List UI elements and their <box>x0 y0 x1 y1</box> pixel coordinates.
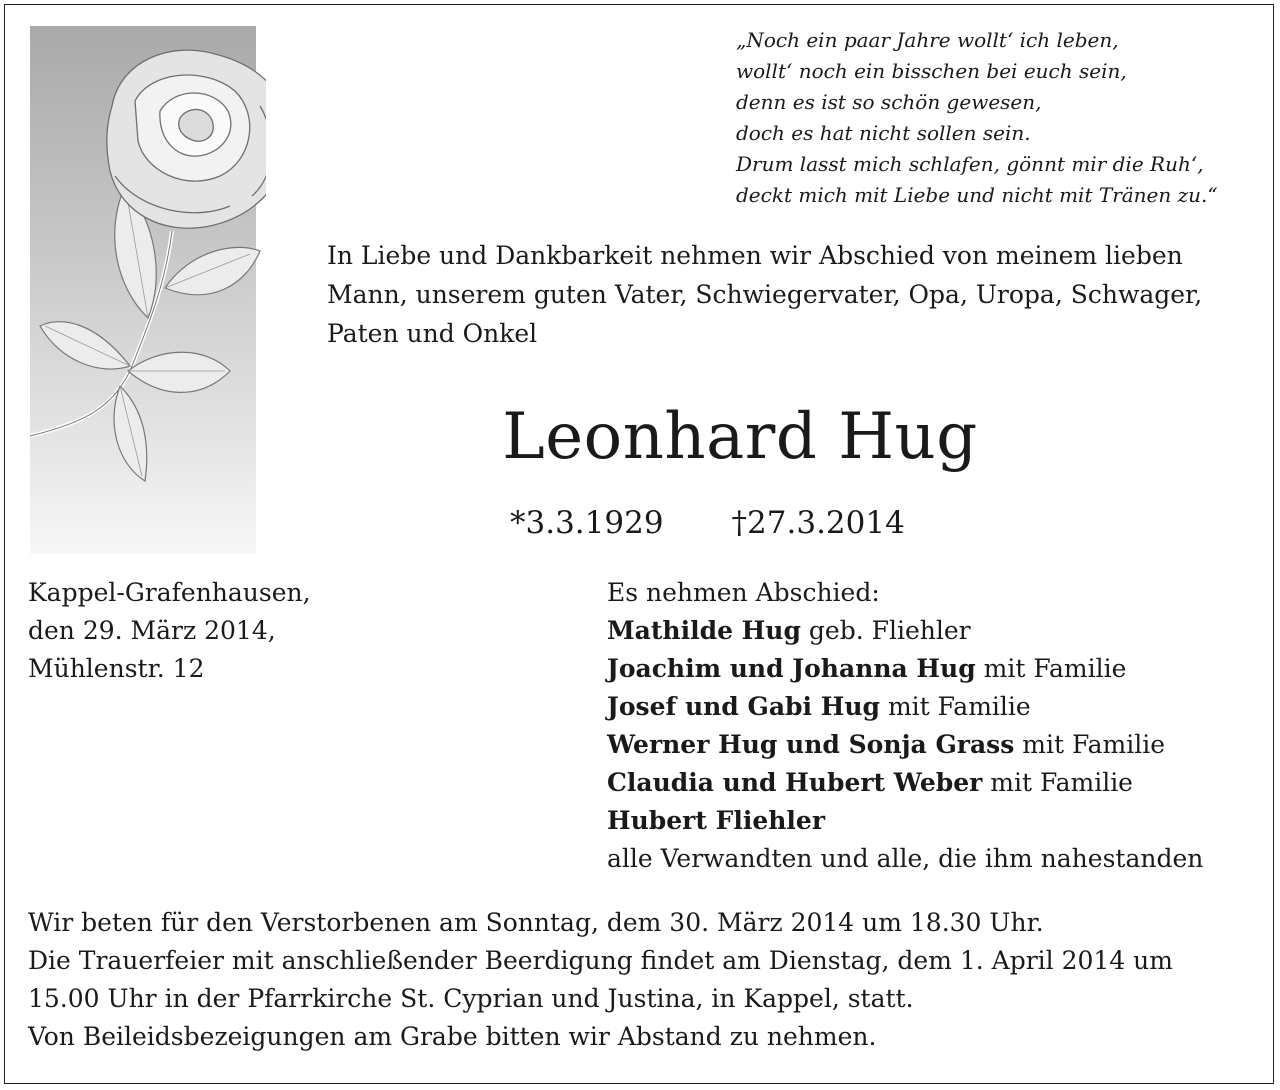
life-dates <box>510 500 905 546</box>
birth-date: *3.3.1929 <box>510 505 664 541</box>
intro-line: In Liebe und Dankbarkeit nehmen wir Abschied von meinem lieben <box>327 241 1183 270</box>
poem-line: „Noch ein paar Jahre wollt‘ ich leben, <box>736 28 1119 52</box>
service-notice <box>28 904 1173 1056</box>
mourners-closing: alle Verwandten und alle, die ihm nahestanden <box>607 844 1204 873</box>
mourner-suffix: mit Familie <box>1014 730 1165 759</box>
address-line: Kappel-Grafenhausen, <box>28 578 311 607</box>
mourner-entry <box>607 650 1203 688</box>
mourner-entry <box>607 726 1203 764</box>
poem-line: wollt‘ noch ein bisschen bei euch sein, <box>736 59 1127 83</box>
death-date: †27.3.2014 <box>731 505 905 541</box>
mourner-suffix: mit Familie <box>975 654 1127 683</box>
mourner-name: Werner Hug und Sonja Grass <box>607 730 1015 759</box>
intro-text <box>327 236 1202 353</box>
deceased-name: Leonhard Hug <box>502 400 978 474</box>
poem-quote <box>736 25 1218 211</box>
mourner-entry <box>607 612 1203 650</box>
notice-line: Wir beten für den Verstorbenen am Sonntag, dem 30. März 2014 um 18.30 Uhr. <box>28 908 1044 937</box>
mourners-heading: Es nehmen Abschied: <box>607 578 880 607</box>
poem-line: deckt mich mit Liebe und nicht mit Tränen zu.“ <box>736 183 1218 207</box>
mourner-suffix: geb. Fliehler <box>800 616 971 645</box>
poem-line: doch es hat nicht sollen sein. <box>736 121 1031 145</box>
mourners-list <box>607 574 1203 878</box>
mourner-name: Josef und Gabi Hug <box>607 692 880 721</box>
intro-line: Paten und Onkel <box>327 319 538 348</box>
mourner-entry <box>607 802 1203 840</box>
notice-line: Von Beileidsbezeigungen am Grabe bitten wir Abstand zu nehmen. <box>28 1022 877 1051</box>
mourner-name: Joachim und Johanna Hug <box>607 654 976 683</box>
intro-line: Mann, unserem guten Vater, Schwiegervater, Opa, Uropa, Schwager, <box>327 280 1203 309</box>
mourner-entry <box>607 688 1203 726</box>
mourner-name: Claudia und Hubert Weber <box>607 768 983 797</box>
address-line: den 29. März 2014, <box>28 616 276 645</box>
address-line: Mühlenstr. 12 <box>28 654 205 683</box>
place-date-address <box>28 574 311 688</box>
rose-icon <box>20 26 266 554</box>
mourner-name: Mathilde Hug <box>607 616 801 645</box>
mourner-entry <box>607 764 1203 802</box>
poem-line: denn es ist so schön gewesen, <box>736 90 1042 114</box>
notice-line: 15.00 Uhr in der Pfarrkirche St. Cyprian und Justina, in Kappel, statt. <box>28 984 914 1013</box>
mourner-suffix: mit Familie <box>880 692 1031 721</box>
poem-line: Drum lasst mich schlafen, gönnt mir die Ruh‘, <box>736 152 1204 176</box>
notice-line: Die Trauerfeier mit anschließender Beerdigung findet am Dienstag, dem 1. April 2014 um <box>28 946 1173 975</box>
rose-image <box>30 26 256 554</box>
mourner-name: Hubert Fliehler <box>607 806 826 835</box>
mourner-suffix: mit Familie <box>982 768 1133 797</box>
